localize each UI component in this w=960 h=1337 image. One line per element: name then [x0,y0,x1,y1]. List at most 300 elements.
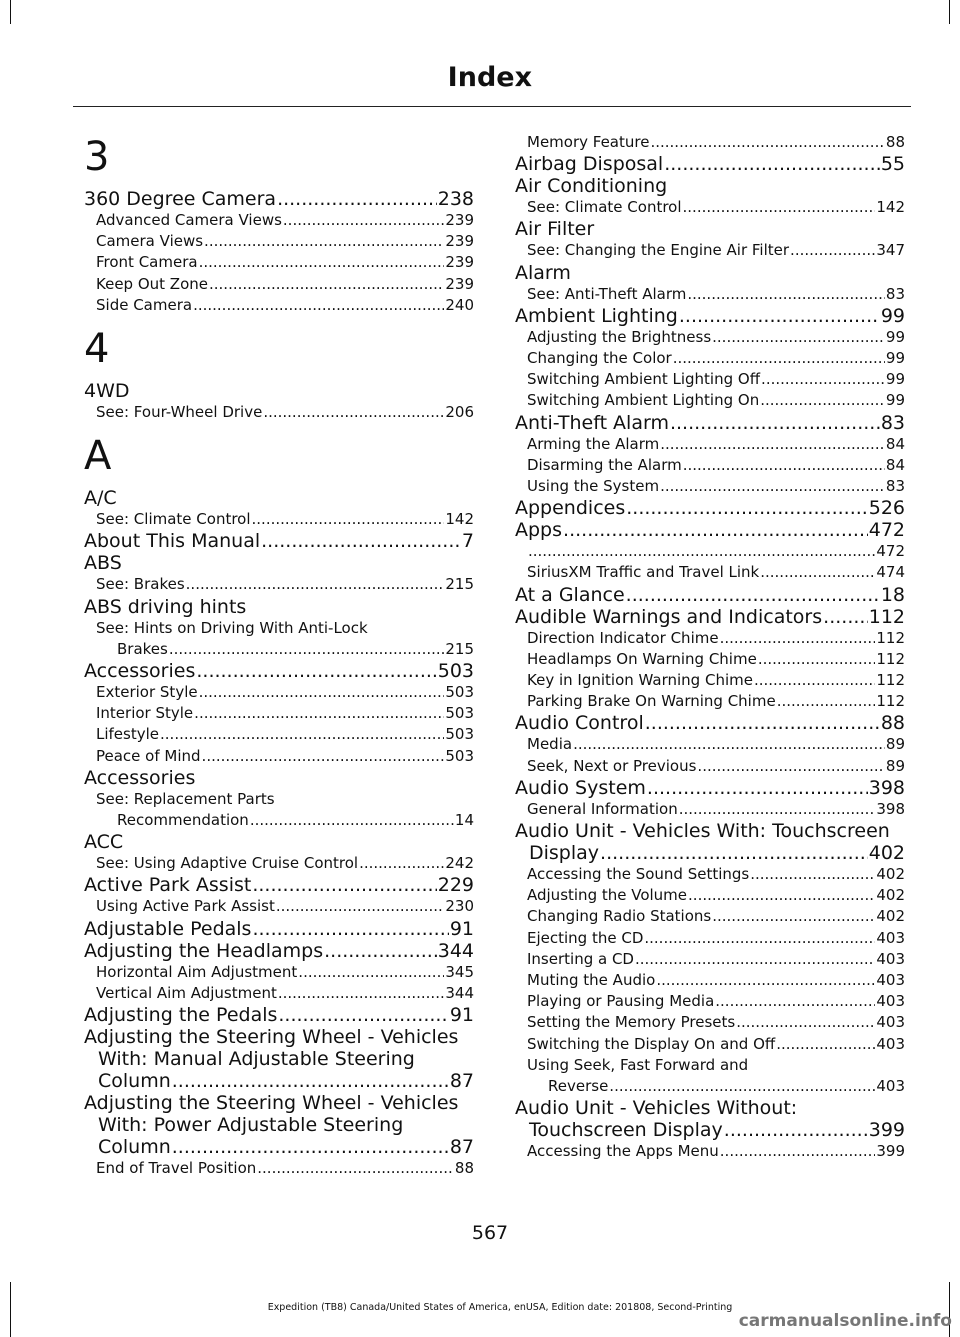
dot-leader [626,584,880,606]
index-subentry[interactable] [515,628,905,649]
entry-page-number: 14 [454,811,474,830]
entry-title: Lifestyle [96,725,160,744]
entry-title: Changing Radio Stations [527,907,712,926]
dot-leader [276,896,444,917]
dot-leader [172,1136,449,1158]
index-column-right [515,132,905,1163]
index-entry[interactable] [84,530,474,552]
entry-page-number: 142 [876,198,905,217]
entry-title: Column [98,1136,171,1159]
entry-page-number: 474 [876,563,905,582]
entry-page-number: 503 [445,704,474,723]
index-subentry: Using Seek, Fast Forward and [527,1055,749,1074]
index-entry[interactable] [515,606,905,628]
index-heading: Audio Unit - Vehicles Without: [515,1097,798,1120]
dot-leader [359,853,444,874]
entry-title: Parking Brake On Warning Chime [527,692,776,711]
entry-title: See: Using Adaptive Cruise Control [96,854,359,873]
crop-mark-top-right-v [949,0,950,24]
index-letter: 3 [84,134,110,180]
dot-leader [277,188,437,210]
entry-title: Direction Indicator Chime [527,628,719,647]
page-title: Index [447,62,532,93]
entry-title: Playing or Pausing Media [527,992,715,1011]
index-subentry[interactable] [84,509,474,530]
dot-leader [169,639,445,660]
entry-page-number: 403 [876,1077,905,1096]
entry-page-number: 88 [885,133,905,151]
entry-title: Brakes [117,639,168,658]
dot-leader [650,132,884,153]
index-subentry: See: Replacement Parts [96,789,275,808]
index-heading: With: Manual Adjustable Steering [98,1048,415,1071]
entry-title: Interior Style [96,704,194,723]
entry-title: Horizontal Aim Adjustment [96,962,298,981]
index-subentry[interactable] [515,691,905,712]
index-column-left [84,132,474,1179]
entry-title: Muting the Audio [527,971,656,990]
entry-page-number: 112 [876,628,905,647]
dot-leader [683,455,885,476]
index-subentry[interactable] [515,197,905,218]
index-subentry[interactable] [84,853,474,874]
index-subentry[interactable] [515,799,905,820]
entry-page-number: 240 [445,295,474,314]
index-subentry[interactable] [515,284,905,305]
index-subentry[interactable] [515,132,905,153]
entry-title: Apps [515,519,563,542]
dot-leader [823,606,868,628]
index-subentry[interactable] [515,369,905,390]
entry-page-number: 345 [445,962,474,981]
entry-title: Adjusting the Volume [527,886,688,905]
entry-page-number: 399 [868,1119,905,1142]
index-entry[interactable] [515,497,905,519]
entry-title: Active Park Assist [84,874,252,897]
dot-leader [750,864,875,885]
entry-title: See: Climate Control [527,198,682,217]
entry-page-number: 83 [885,284,905,303]
dot-leader [626,497,868,519]
index-entry[interactable] [515,842,905,864]
index-heading: With: Power Adjustable Steering [98,1114,404,1137]
index-subentry[interactable] [515,476,905,497]
entry-page-number: 83 [880,411,905,434]
entry-page-number: 403 [876,971,905,990]
entry-title: Adjusting the Headlamps [84,939,324,962]
dot-leader [278,1004,448,1026]
entry-page-number: 344 [445,983,474,1002]
dot-leader [635,949,875,970]
index-subentry[interactable] [84,231,474,252]
entry-page-number: 84 [885,434,905,453]
dot-leader [760,562,875,583]
entry-page-number: 229 [437,874,474,897]
entry-title: Reverse [548,1077,609,1096]
index-entry[interactable] [84,660,474,682]
entry-title: Switching Ambient Lighting Off [527,370,761,389]
entry-page-number: 402 [876,886,905,905]
index-subentry[interactable] [515,885,905,906]
index-subentry[interactable] [515,1141,905,1162]
dot-leader [202,746,445,767]
entry-page-number: 242 [445,854,474,873]
dot-leader [252,918,448,940]
index-subentry[interactable] [515,864,905,885]
entry-title: Seek, Next or Previous [527,756,697,775]
index-heading: Adjusting the Steering Wheel - Vehicles [84,1026,459,1049]
entry-title: Using the System [527,477,660,496]
dot-leader [758,649,876,670]
entry-page-number: 99 [885,327,905,346]
dot-leader [563,519,868,541]
entry-page-number: 99 [885,391,905,410]
dot-leader [720,1141,876,1162]
entry-page-number: 402 [868,842,905,865]
entry-page-number: 403 [876,1013,905,1032]
entry-page-number: 526 [868,497,905,520]
entry-page-number: 402 [876,907,905,926]
index-letter: A [84,433,112,480]
index-subentry[interactable] [515,1076,905,1097]
entry-page-number: 238 [437,188,474,210]
entry-title: Anti-Theft Alarm [515,411,669,434]
footer-edition: Expedition (TB8) Canada/United States of America, enUSA, Edition date: 201808, Second-Printing [267,1302,733,1313]
entry-title: At a Glance [515,583,625,606]
index-subentry[interactable] [515,390,905,411]
entry-page-number: 99 [885,349,905,368]
index-entry[interactable] [84,918,474,940]
index-subentry[interactable] [84,962,474,983]
dot-leader [160,724,444,745]
dot-leader [600,842,868,864]
dot-leader [724,1119,868,1141]
entry-title: Adjusting the Pedals [84,1004,278,1027]
index-subentry[interactable] [84,724,474,745]
dot-leader [324,940,437,962]
index-subentry[interactable] [84,703,474,724]
entry-title: Column [98,1070,171,1093]
entry-page-number: 403 [876,949,905,968]
entry-page-number: 402 [876,865,905,884]
index-heading: ACC [84,831,124,854]
index-subentry[interactable] [84,210,474,231]
entry-title: Audible Warnings and Indicators [515,605,823,628]
index-heading: Air Conditioning [515,175,668,198]
entry-title: Accessories [84,660,196,683]
dot-leader [283,210,444,231]
entry-title: Exterior Style [96,683,198,702]
entry-page-number: 91 [449,917,474,940]
entry-title: Front Camera [96,253,198,272]
dot-leader [697,756,884,777]
page-number: 567 [471,1222,509,1244]
dot-leader [687,284,885,305]
dot-leader [679,799,876,820]
entry-title: Audio Control [515,712,644,735]
entry-title: End of Travel Position [96,1159,257,1178]
entry-title: Memory Feature [527,133,650,151]
entry-title: 360 Degree Camera [84,188,277,210]
entry-title: Side Camera [96,295,193,314]
index-subentry[interactable] [84,574,474,595]
dot-leader [688,885,875,906]
index-subentry[interactable] [515,991,905,1012]
index-subentry[interactable] [84,746,474,767]
entry-page-number: 84 [885,455,905,474]
index-subentry[interactable] [515,906,905,927]
index-subentry[interactable] [84,896,474,917]
index-subentry[interactable] [84,274,474,295]
entry-page-number: 503 [445,683,474,702]
entry-page-number: 7 [461,530,474,553]
dot-leader [790,240,875,261]
index-letter: 4 [84,326,110,373]
entry-title: Disarming the Alarm [527,455,682,474]
index-subentry[interactable] [515,1034,905,1055]
entry-title: See: Four-Wheel Drive [96,403,263,422]
dot-leader [204,231,444,252]
index-entry[interactable] [515,305,905,327]
index-subentry[interactable] [515,455,905,476]
index-subentry[interactable] [515,949,905,970]
index-entry[interactable] [515,519,905,541]
dot-leader [715,991,875,1012]
entry-page-number: 142 [445,510,474,529]
dot-leader [250,810,454,831]
index-subentry[interactable] [84,810,474,831]
index-subentry[interactable] [515,970,905,991]
index-entry[interactable] [84,1004,474,1026]
entry-page-number: 347 [876,241,905,260]
watermark: carmanualsonline.info [738,1311,952,1331]
index-heading: ABS [84,552,122,575]
dot-leader [609,1076,875,1097]
dot-leader [199,252,445,273]
entry-page-number: 215 [445,575,474,594]
entry-page-number: 239 [445,232,474,251]
entry-title: Inserting a CD [527,949,634,968]
index-subentry[interactable] [84,682,474,703]
entry-title: Adjusting the Brightness [527,327,712,346]
entry-title: Using Active Park Assist [96,897,275,916]
dot-leader [644,928,875,949]
dot-leader [670,412,880,434]
entry-title: Accessing the Apps Menu [527,1142,719,1161]
index-entry[interactable] [84,1136,474,1158]
dot-leader [761,369,885,390]
entry-page-number: 55 [880,153,905,176]
entry-page-number: 112 [868,605,905,628]
entry-page-number: 87 [449,1136,474,1159]
entry-title: See: Changing the Engine Air Filter [527,241,790,260]
index-subentry[interactable] [84,252,474,273]
index-subentry[interactable] [515,240,905,261]
entry-page-number: 230 [445,897,474,916]
entry-title: Touchscreen Display [529,1119,723,1142]
entry-page-number: 99 [885,370,905,389]
index-subentry[interactable] [515,649,905,670]
index-subentry[interactable] [84,639,474,660]
dot-leader [199,682,445,703]
entry-page-number: 89 [885,756,905,775]
entry-page-number: 239 [445,253,474,272]
index-subentry[interactable] [515,928,905,949]
index-heading: Accessories [84,766,196,789]
index-entry[interactable] [84,874,474,896]
entry-title: Audio System [515,776,646,799]
entry-page-number: 398 [876,799,905,818]
index-heading: 4WD [84,380,130,403]
entry-title: Setting the Memory Presets [527,1013,736,1032]
dot-leader [660,434,885,455]
dot-leader [252,509,445,530]
entry-title: Switching Ambient Lighting On [527,391,760,410]
entry-title: Headlamps On Warning Chime [527,649,757,668]
dot-leader [656,970,875,991]
entry-page-number: 88 [454,1159,474,1178]
entry-page-number: 91 [449,1004,474,1027]
index-subentry[interactable] [515,670,905,691]
index-subentry[interactable] [84,1158,474,1179]
entry-title: Display [529,842,600,865]
index-heading: Alarm [515,261,571,284]
index-heading: A/C [84,487,117,510]
entry-title: Recommendation [117,811,249,830]
index-subentry[interactable] [84,402,474,423]
entry-page-number: 89 [885,735,905,754]
index-entry[interactable] [515,153,905,175]
entry-title: SiriusXM Traffic and Travel Link [527,563,760,582]
entry-title: About This Manual [84,530,261,553]
index-heading: ABS driving hints [84,595,247,618]
index-entry[interactable] [84,1070,474,1092]
entry-title: Arming the Alarm [527,434,660,453]
entry-title: Keep Out Zone [96,274,208,293]
entry-title: Media [527,735,573,754]
entry-title: Airbag Disposal [515,153,664,176]
dot-leader [172,1070,449,1092]
dot-leader [298,962,444,983]
entry-title: Changing the Color [527,349,672,368]
dot-leader [194,703,444,724]
entry-page-number: 88 [880,712,905,735]
entry-page-number: 399 [876,1142,905,1161]
index-subentry[interactable] [515,562,905,583]
entry-title: Appendices [515,497,626,520]
index-heading: Audio Unit - Vehicles With: Touchscreen [515,820,890,843]
entry-page-number: 112 [876,649,905,668]
index-subentry[interactable] [84,295,474,316]
entry-page-number: 503 [445,725,474,744]
index-entry[interactable] [515,412,905,434]
entry-title: Vertical Aim Adjustment [96,983,277,1002]
entry-page-number: 344 [437,939,474,962]
dot-leader [252,874,436,896]
entry-page-number: 206 [445,403,474,422]
entry-title: Ejecting the CD [527,928,644,947]
index-entry[interactable] [515,584,905,606]
entry-page-number: 503 [437,660,474,683]
entry-page-number: 87 [449,1070,474,1093]
entry-page-number: 112 [876,671,905,690]
entry-page-number: 112 [876,692,905,711]
dot-leader [186,574,445,595]
dot-leader [664,153,880,175]
entry-page-number: 503 [445,746,474,765]
index-entry[interactable] [515,1119,905,1141]
entry-title: Switching the Display On and Off [527,1034,776,1053]
dot-leader [660,476,885,497]
index-heading: Air Filter [515,218,595,241]
entry-title: Key in Ignition Warning Chime [527,671,753,690]
index-subentry[interactable] [84,983,474,1004]
index-heading: Adjusting the Steering Wheel - Vehicles [84,1092,459,1115]
entry-page-number: 472 [876,542,905,561]
entry-title: See: Brakes [96,575,185,594]
index-entry[interactable] [515,777,905,799]
entry-title: See: Climate Control [96,510,251,529]
dot-leader [712,906,875,927]
entry-page-number: 83 [885,477,905,496]
dot-leader [683,197,876,218]
dot-leader [257,1158,454,1179]
entry-title: See: Anti-Theft Alarm [527,284,687,303]
index-subentry[interactable] [515,734,905,755]
entry-title: Peace of Mind [96,746,201,765]
index-entry[interactable] [515,712,905,734]
entry-title: Advanced Camera Views [96,211,282,229]
dot-leader [196,660,436,682]
dot-leader [673,348,885,369]
entry-page-number: 239 [445,211,474,229]
index-subentry[interactable] [515,756,905,777]
dot-leader [776,1034,875,1055]
dot-leader [528,541,875,562]
entry-page-number: 398 [868,776,905,799]
entry-title: Ambient Lighting [515,304,678,327]
entry-page-number: 239 [445,274,474,293]
index-entry[interactable] [84,940,474,962]
dot-leader [736,1012,875,1033]
index-subentry[interactable] [515,434,905,455]
dot-leader [777,691,876,712]
entry-title: Camera Views [96,232,204,251]
dot-leader [261,530,461,552]
entry-title: Accessing the Sound Settings [527,865,750,884]
dot-leader [278,983,445,1004]
entry-page-number: 403 [876,992,905,1011]
entry-page-number: 472 [868,519,905,542]
dot-leader [720,628,876,649]
entry-page-number: 403 [876,1034,905,1053]
index-subentry[interactable] [515,541,905,562]
index-entry[interactable] [84,188,474,210]
index-subentry[interactable] [515,1012,905,1033]
index-subentry[interactable] [515,348,905,369]
index-subentry[interactable] [515,327,905,348]
index-subentry: See: Hints on Driving With Anti-Lock [96,618,368,637]
dot-leader [647,777,868,799]
entry-page-number: 215 [445,639,474,658]
entry-title: Adjustable Pedals [84,917,252,940]
entry-page-number: 403 [876,928,905,947]
header-rule [73,106,911,107]
entry-title: General Information [527,799,678,818]
crop-mark-top-left-v [10,0,11,24]
dot-leader [263,402,444,423]
dot-leader [679,305,880,327]
